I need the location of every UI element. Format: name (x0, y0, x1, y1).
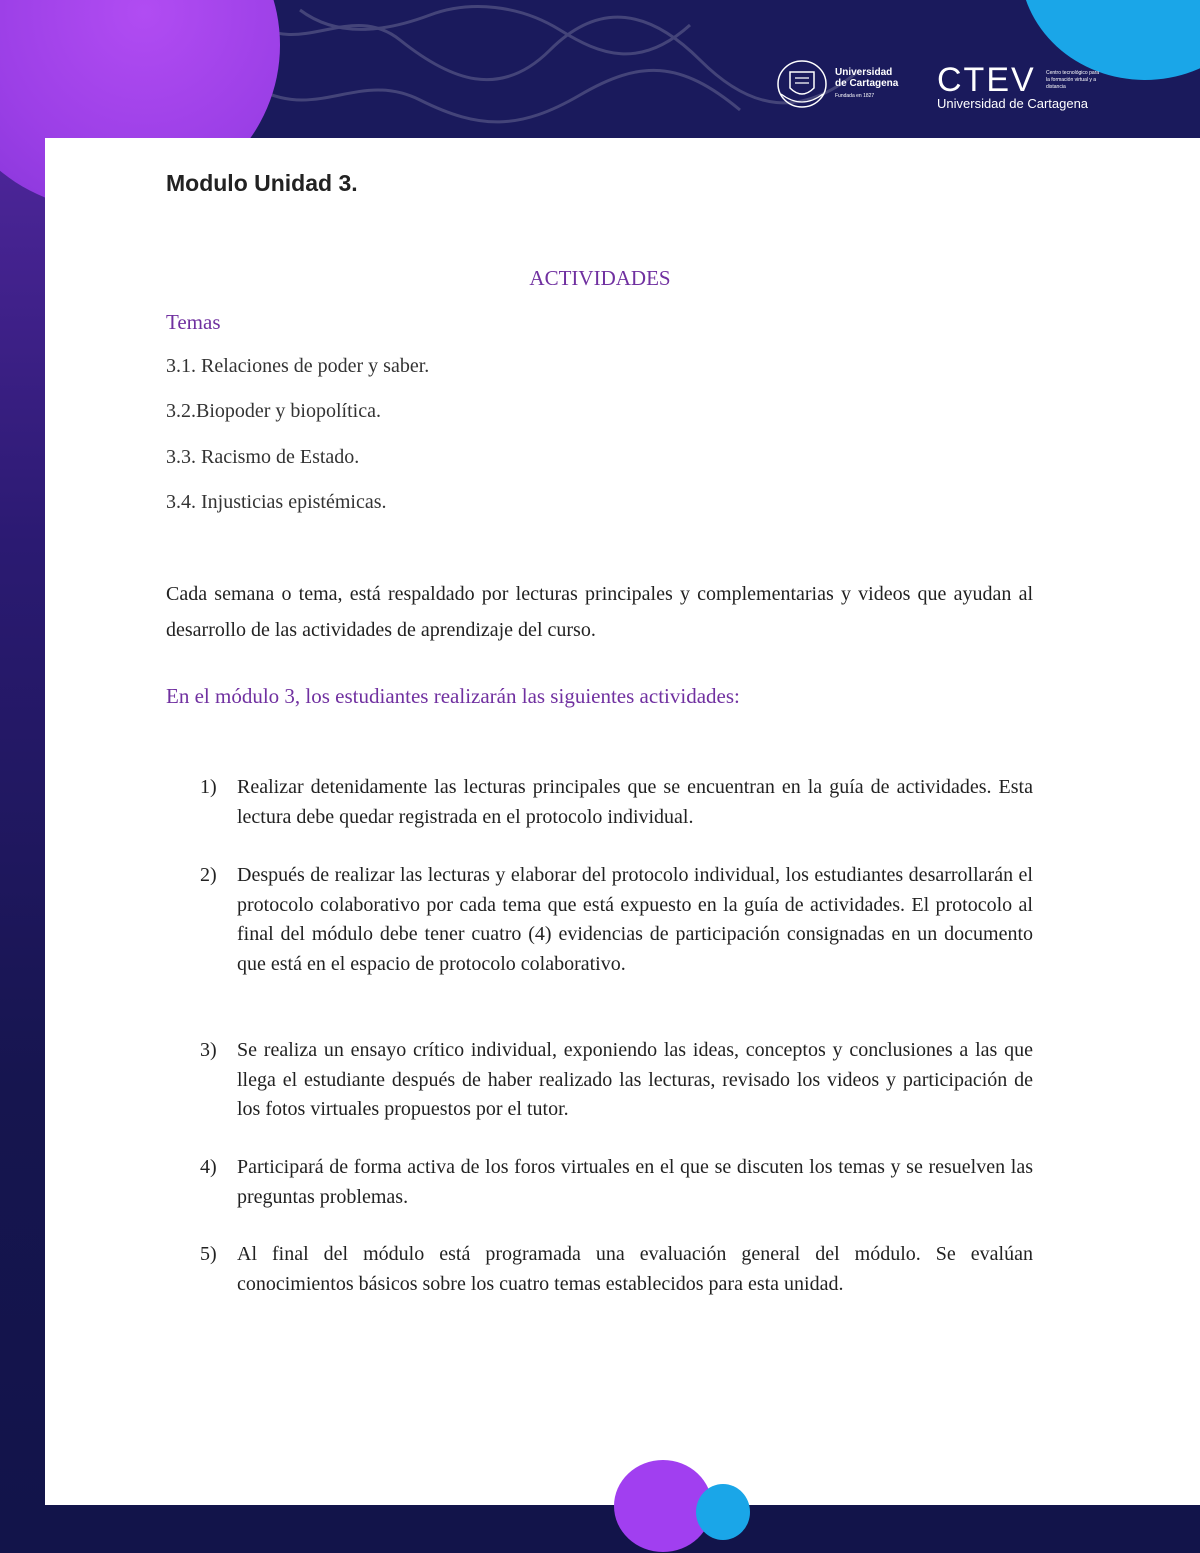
ctev-logo-mark: CTEV (937, 61, 1036, 99)
university-seal-icon (775, 58, 829, 110)
udc-logo-line3: Fundada en 1827 (835, 92, 875, 99)
list-item-number: 4) (200, 1156, 217, 1178)
description-paragraph: Cada semana o tema, está respaldado por lecturas principales y complementarias y videos que ayudan al desarrollo de las actividades de aprendizaje del curso. (166, 583, 1033, 641)
udc-logo-line2: de Cartagena (835, 77, 899, 89)
list-item (166, 861, 1033, 979)
list-item (166, 1153, 1033, 1212)
list-item-number: 1) (200, 776, 217, 798)
list-item (166, 1240, 1033, 1299)
list-item-text: Participará de forma activa de los foros virtuales en el que se discuten los temas y se resuelven las preguntas problemas. (237, 1156, 1033, 1208)
module-title: Modulo Unidad 3. (166, 170, 358, 196)
list-item-number: 3) (200, 1039, 217, 1061)
list-item-text: Al final del módulo está programada una evaluación general del módulo. Se evalúan conocimientos básicos sobre los cuatro temas establecidos para esta unidad. (237, 1243, 1033, 1295)
activities-heading: ACTIVIDADES (529, 266, 671, 290)
topic-item: 3.1. Relaciones de poder y saber. (166, 355, 430, 377)
bottom-cyan-blob (696, 1484, 750, 1540)
topic-item: 3.3. Racismo de Estado. (166, 446, 360, 468)
universidad-de-cartagena-logo (775, 58, 898, 110)
ctev-side-text: Centro tecnológico para la formación virtual y a distancia (1046, 70, 1100, 90)
list-item-text: Realizar detenidamente las lecturas principales que se encuentran en la guía de actividades. Esta lectura debe quedar registrada en el protocolo individual. (237, 776, 1033, 828)
list-item-text: Después de realizar las lecturas y elaborar del protocolo individual, los estudiantes desarrollarán el protocolo colaborativo por cada tema que está expuesto en la guía de actividades. El protocolo al final del módulo debe tener cuatro (4) evidencias de participación consignadas en un documento que está en el espacio de protocolo colaborativo. (237, 864, 1033, 975)
list-item (166, 1036, 1033, 1125)
list-item-number: 5) (200, 1243, 217, 1265)
list-item (166, 773, 1033, 832)
topic-item: 3.2.Biopoder y biopolítica. (166, 400, 381, 422)
activities-intro: En el módulo 3, los estudiantes realizarán las siguientes actividades: (166, 684, 740, 708)
topics-heading: Temas (166, 310, 221, 334)
list-item-number: 2) (200, 864, 217, 886)
ctev-logo-subtitle: Universidad de Cartagena (937, 96, 1089, 111)
list-item-text: Se realiza un ensayo crítico individual, exponiendo las ideas, conceptos y conclusiones a las que llega el estudiante después de haber realizado las lecturas, revisado los videos y participación de los fotos virtuales propuestos por el tutor. (237, 1039, 1033, 1120)
udc-logo-line1: Universidad (835, 66, 893, 78)
topic-item: 3.4. Injusticias epistémicas. (166, 491, 387, 513)
